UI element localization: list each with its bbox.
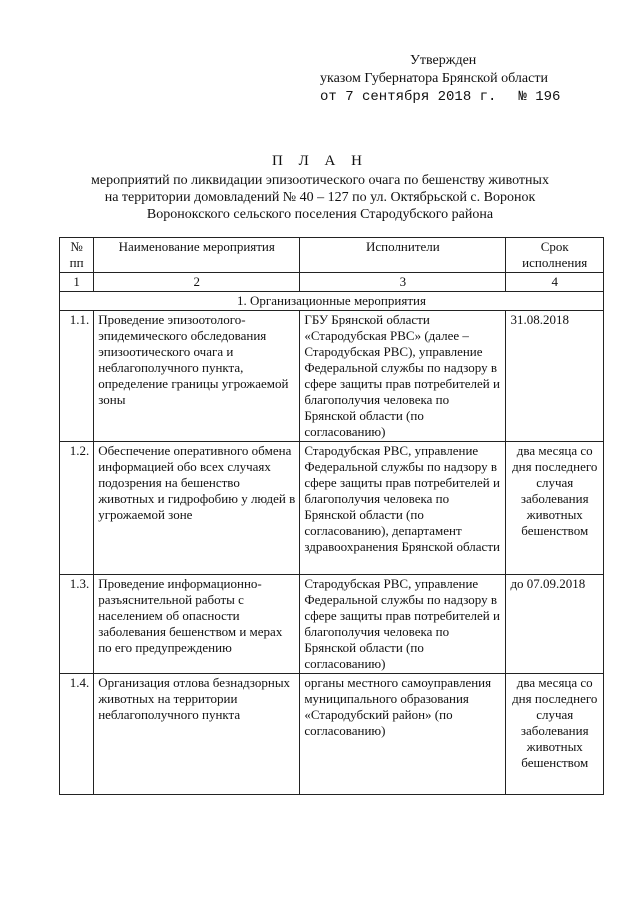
row-num: 1.2. [60, 442, 94, 575]
approval-number: № 196 [518, 89, 561, 105]
row-executors: Стародубская РВС, управление Федеральной службы по надзору в сфере защиты прав потребителей и благополучия человека по Брянской области (по согласованию) [300, 575, 506, 674]
row-num: 1.4. [60, 674, 94, 795]
row-name: Организация отлова безнадзорных животных на территории неблагополучного пункта [94, 674, 300, 795]
row-name: Обеспечение оперативного обмена информацией обо всех случаях подозрения на бешенство животных и гидрофобию у людей в угрожаемой зоне [94, 442, 300, 575]
approval-date-line [320, 88, 620, 106]
index-cell: 2 [94, 273, 300, 292]
header-term: Срок исполнения [506, 238, 604, 273]
table-row [60, 311, 604, 442]
index-cell: 4 [506, 273, 604, 292]
table-header-row [60, 238, 604, 273]
approval-status: Утвержден [410, 53, 477, 68]
table-row [60, 674, 604, 795]
row-num: 1.1. [60, 311, 94, 442]
row-term: 31.08.2018 [506, 311, 604, 442]
row-term: до 07.09.2018 [506, 575, 604, 674]
table-row [60, 442, 604, 575]
row-term: два месяца со дня последнего случая заболевания животных бешенством [506, 674, 604, 795]
header-name: Наименование мероприятия [94, 238, 300, 273]
heading-line-1: мероприятий по ликвидации эпизоотического очага по бешенству животных [91, 173, 549, 188]
approval-date: от 7 сентября 2018 г. [320, 89, 497, 105]
section-title: 1. Организационные мероприятия [60, 292, 604, 311]
heading-line-3: Воронокского сельского поселения Стародубского района [146, 207, 494, 222]
plan-table [59, 237, 604, 795]
row-name: Проведение информационно-разъяснительной работы с населением об опасности заболевания бешенством и мерах по его предупреждению [94, 575, 300, 674]
index-cell: 1 [60, 273, 94, 292]
document-heading [0, 153, 640, 223]
approval-authority: указом Губернатора Брянской области [320, 71, 548, 86]
section-row [60, 292, 604, 311]
header-executors: Исполнители [300, 238, 506, 273]
approval-block [320, 52, 620, 106]
document-title: П Л А Н [272, 153, 368, 169]
index-cell: 3 [300, 273, 506, 292]
heading-line-2: на территории домовладений № 40 – 127 по ул. Октябрьской с. Воронок [104, 190, 536, 205]
table-row [60, 575, 604, 674]
row-executors: ГБУ Брянской области «Стародубская РВС» (далее – Стародубская РВС), управление Федеральной службы по надзору в сфере защиты прав потребителей и благополучия человека по Брянской области (по согласованию) [300, 311, 506, 442]
header-num: № пп [60, 238, 94, 273]
row-executors: Стародубская РВС, управление Федеральной службы по надзору в сфере защиты прав потребителей и благополучия человека по Брянской области (по согласованию), департамент здравоохранения Брянской области [300, 442, 506, 575]
row-num: 1.3. [60, 575, 94, 674]
row-executors: органы местного самоуправления муниципального образования «Стародубский район» (по согласованию) [300, 674, 506, 795]
row-term: два месяца со дня последнего случая заболевания животных бешенством [506, 442, 604, 575]
table-index-row [60, 273, 604, 292]
row-name: Проведение эпизоотолого-эпидемического обследования эпизоотического очага и неблагополучного пункта, определение границы угрожаемой зоны [94, 311, 300, 442]
